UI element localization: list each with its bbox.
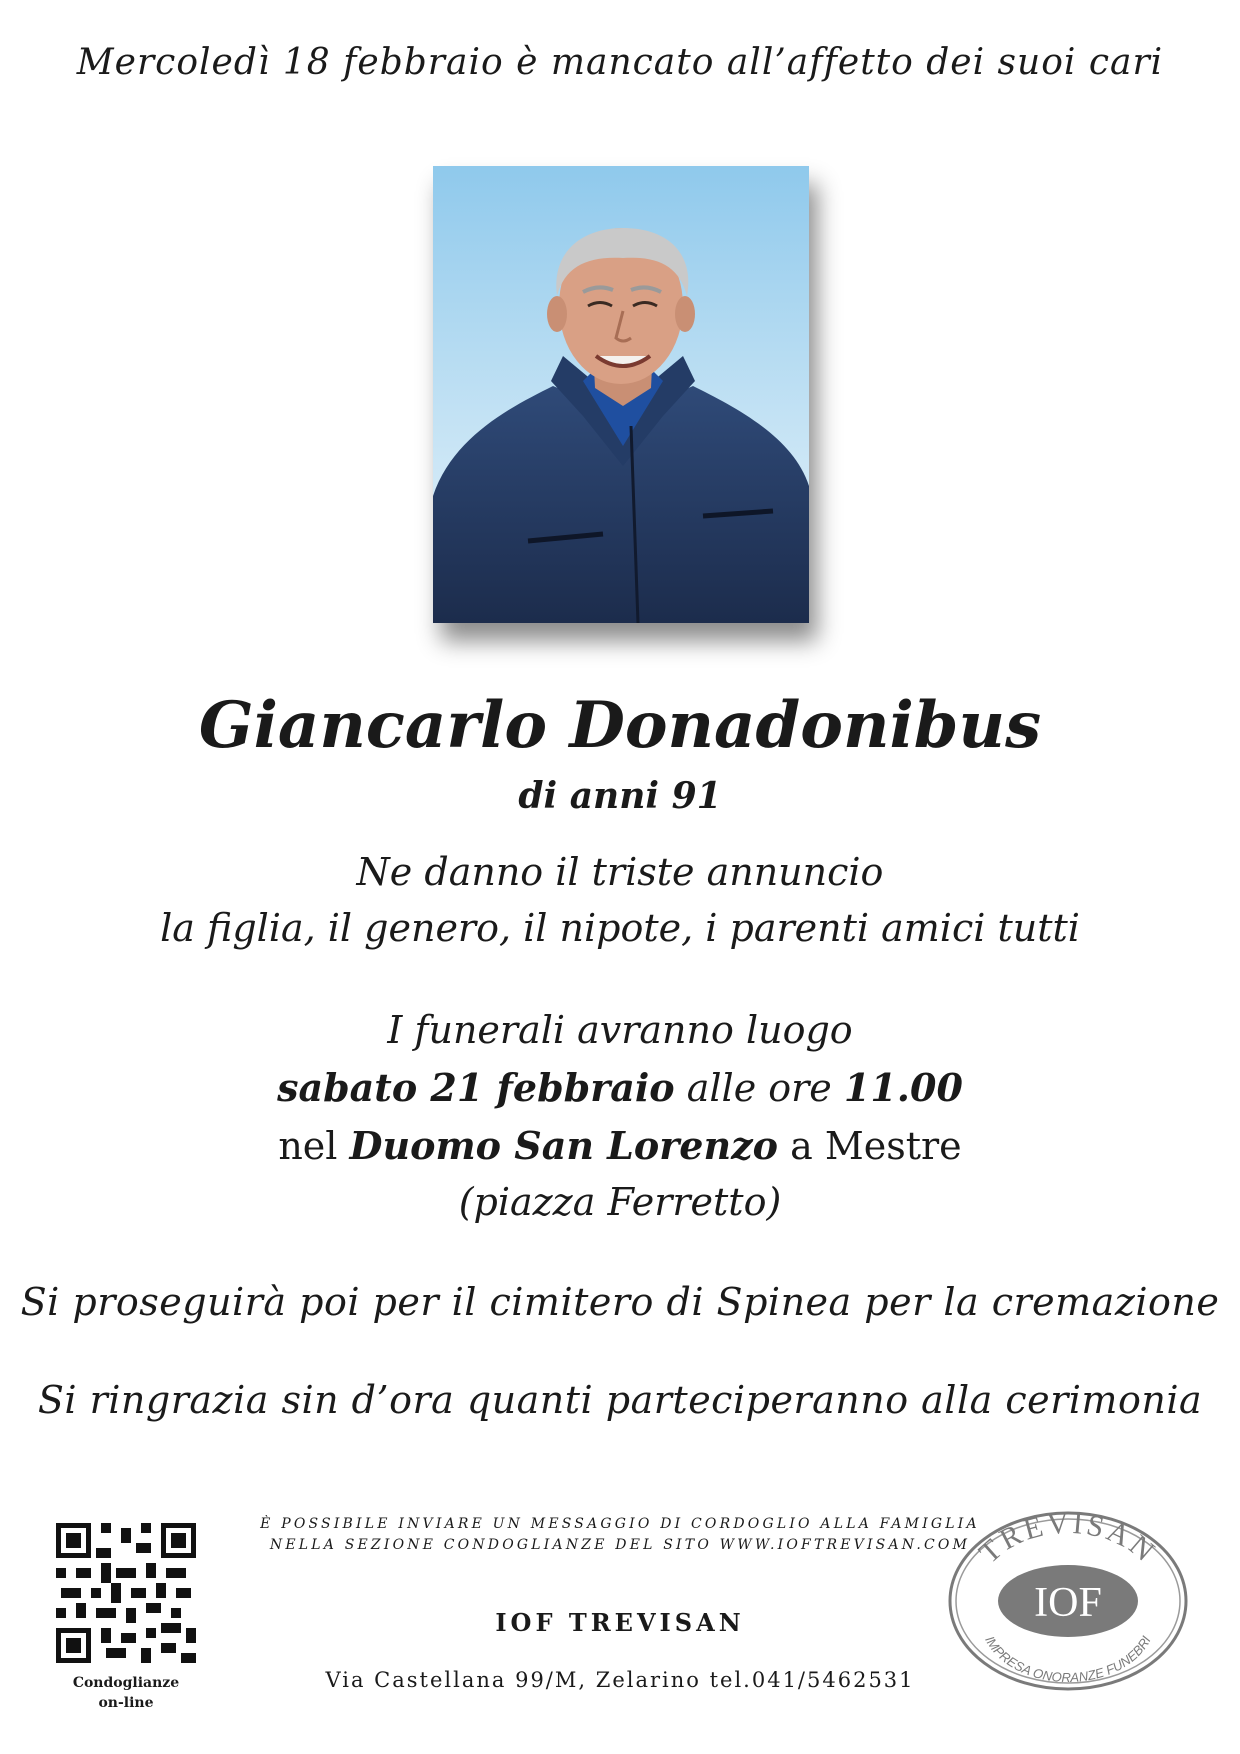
funeral-place-prefix: nel xyxy=(278,1124,338,1168)
funeral-date: sabato 21 febbraio xyxy=(277,1065,675,1110)
portrait-photo xyxy=(433,166,809,623)
funeral-square: (piazza Ferretto) xyxy=(458,1180,782,1224)
funeral-line-1: I funerali avranno luogo xyxy=(387,1008,853,1052)
notice-line-1: Ne danno il triste annuncio xyxy=(356,850,884,894)
funeral-date-line xyxy=(0,1065,1240,1110)
trevisan-logo xyxy=(946,1508,1190,1694)
condolences-line-1: È POSSIBILE INVIARE UN MESSAGGIO DI CORDOGLIO ALLA FAMIGLIA xyxy=(260,1516,980,1532)
company-name: IOF TREVISAN xyxy=(495,1608,745,1637)
qr-label-line-1: Condoglianze xyxy=(72,1675,180,1691)
logo-center-text: IOF xyxy=(1034,1580,1102,1626)
qr-label-line-2: on-line xyxy=(98,1695,154,1711)
logo-top-text: TREVISAN xyxy=(972,1508,1163,1570)
procession-text: Si proseguirà poi per il cimitero di Spinea per la cremazione xyxy=(20,1280,1220,1324)
intro-text: Mercoledì 18 febbraio è mancato all’affetto dei suoi cari xyxy=(76,42,1164,83)
qr-label xyxy=(56,1673,196,1713)
funeral-time: 11.00 xyxy=(843,1065,963,1110)
condolences-line-2: NELLA SEZIONE CONDOGLIANZE DEL SITO WWW.IOFTREVISAN.COM xyxy=(269,1537,971,1553)
thanks-text: Si ringrazia sin d’ora quanti parteciperanno alla cerimonia xyxy=(37,1378,1203,1422)
person-portrait-icon xyxy=(433,166,809,623)
deceased-age: di anni 91 xyxy=(518,775,722,817)
company-address: Via Castellana 99/M, Zelarino tel.041/5462531 xyxy=(325,1668,915,1692)
qr-code-icon[interactable] xyxy=(56,1523,196,1663)
notice-line-2: la figlia, il genero, il nipote, i parenti amici tutti xyxy=(160,906,1080,950)
deceased-name: Giancarlo Donadonibus xyxy=(198,688,1042,763)
funeral-place: Duomo San Lorenzo xyxy=(349,1123,778,1168)
logo-bottom-text: IMPRESA ONORANZE FUNEBRI xyxy=(982,1633,1154,1686)
funeral-time-prefix: alle ore xyxy=(686,1066,832,1110)
funeral-place-line xyxy=(0,1123,1240,1168)
svg-text:TREVISAN xyxy=(973,1508,1163,1570)
funeral-place-suffix: a Mestre xyxy=(790,1124,962,1168)
